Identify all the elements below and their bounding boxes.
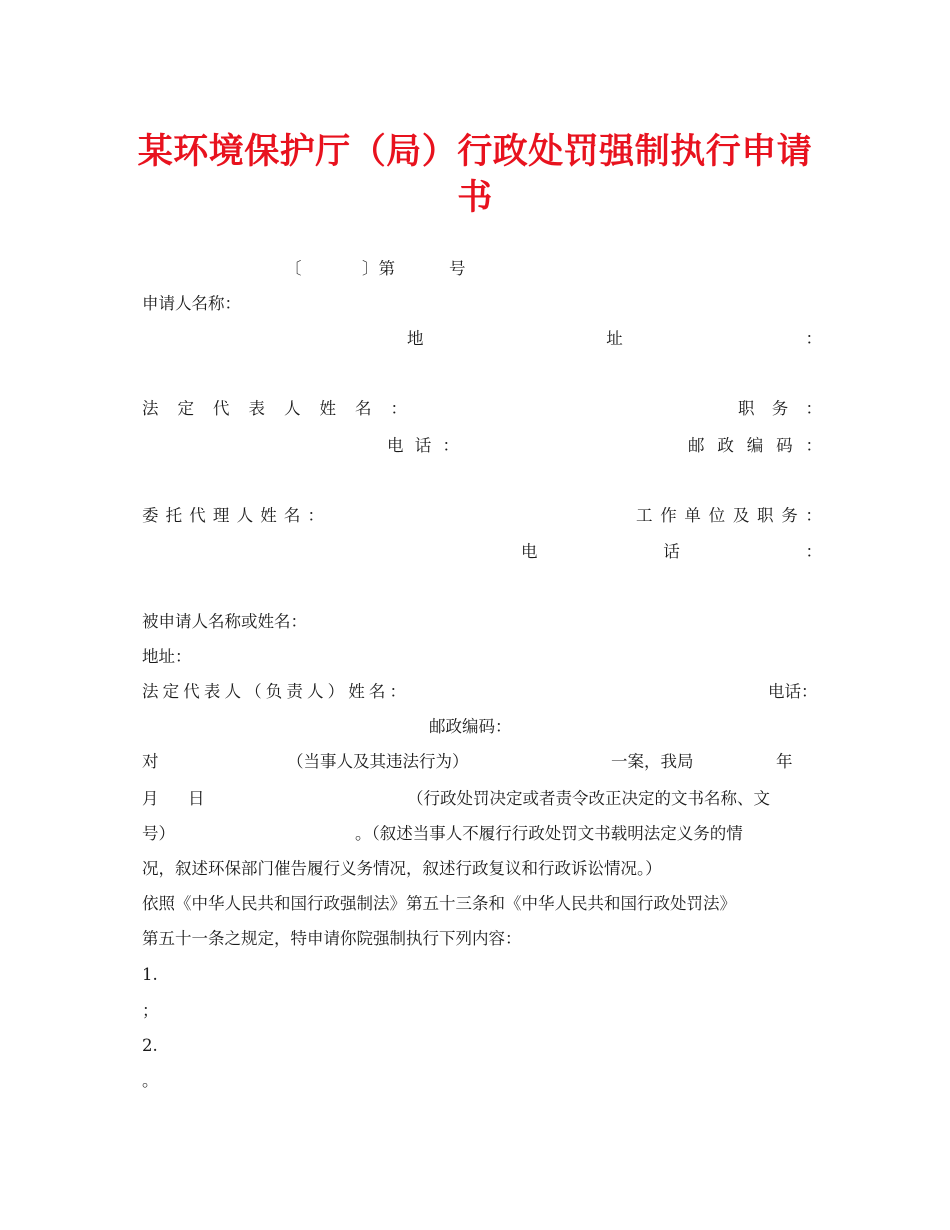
doc-number-open: 〔 bbox=[285, 259, 302, 278]
label-char: 名 bbox=[368, 682, 386, 701]
label-char: 理 bbox=[212, 506, 230, 525]
label-char: 单 bbox=[684, 506, 701, 525]
label-char: 代 bbox=[213, 399, 230, 418]
label-char: 负 bbox=[265, 682, 283, 701]
body-text: 第五十一条之规定，特申请你院强制执行下列内容： bbox=[142, 929, 522, 948]
label-char: ： bbox=[805, 436, 822, 455]
label-char: 职 bbox=[738, 399, 755, 418]
address-char: ： bbox=[805, 329, 822, 348]
body-text: 号） bbox=[142, 824, 175, 843]
label-char: ： bbox=[805, 506, 822, 525]
label-char: 托 bbox=[165, 506, 183, 525]
body-text: 对 bbox=[142, 752, 159, 771]
respondent-legal-rep-label bbox=[142, 681, 406, 703]
label-char: 表 bbox=[203, 682, 221, 701]
label-char: 政 bbox=[717, 436, 734, 455]
list-item-number: 2. bbox=[142, 1036, 158, 1055]
list-item-end: 。 bbox=[142, 1071, 159, 1090]
label-char: 人 bbox=[236, 506, 254, 525]
applicant-name-label: 申请人名称： bbox=[142, 294, 241, 313]
body-text: 日 bbox=[188, 789, 205, 808]
work-unit-label bbox=[636, 505, 822, 527]
applicant-address-row bbox=[407, 328, 822, 350]
body-text: （行政处罚决定或者责令改正决定的文书名称、文 bbox=[407, 789, 770, 808]
label-char: ： bbox=[442, 436, 459, 455]
list-item-end: ； bbox=[142, 1001, 159, 1020]
label-char: 责 bbox=[286, 682, 303, 701]
label-char: 位 bbox=[708, 506, 726, 525]
label-char: 务 bbox=[781, 506, 798, 525]
body-text: 月 bbox=[142, 789, 159, 808]
label-char: ： bbox=[389, 682, 406, 701]
label-char: ： bbox=[307, 506, 324, 525]
label-char: 职 bbox=[757, 506, 774, 525]
label-char: ： bbox=[390, 399, 407, 418]
label-char: 代 bbox=[183, 682, 200, 701]
label-char: 编 bbox=[746, 436, 764, 455]
label-char: ） bbox=[327, 682, 345, 701]
address-char: 地 bbox=[407, 329, 424, 348]
body-text: 年 bbox=[776, 752, 793, 771]
label-char: 名 bbox=[355, 399, 372, 418]
document-title-line1: 某环境保护厅（局）行政处罚强制执行申请 bbox=[137, 132, 813, 172]
label-char: 务 bbox=[771, 399, 789, 418]
document-title-line2: 书 bbox=[457, 178, 493, 218]
label-char: 姓 bbox=[348, 682, 365, 701]
doc-number-suffix: 号 bbox=[449, 259, 466, 278]
label-char: （ bbox=[245, 682, 262, 701]
body-text: 况，叙述环保部门催告履行义务情况，叙述行政复议和行政诉讼情况。） bbox=[142, 859, 662, 878]
list-item-number: 1. bbox=[142, 965, 158, 984]
label-char: 人 bbox=[307, 682, 324, 701]
label-char: 及 bbox=[732, 506, 750, 525]
label-char: 姓 bbox=[260, 506, 277, 525]
respondent-postcode-label: 邮政编码： bbox=[429, 717, 512, 736]
label-char: 作 bbox=[660, 506, 677, 525]
label-char: 工 bbox=[636, 506, 653, 525]
body-text: 。（叙述当事人不履行行政处罚文书载明法定义务的情 bbox=[355, 824, 743, 843]
label-char: 话 bbox=[414, 436, 432, 455]
label-char: 话 bbox=[663, 542, 680, 561]
label-char: 表 bbox=[248, 399, 265, 418]
respondent-name-label: 被申请人名称或姓名： bbox=[142, 612, 307, 631]
doc-number-close: 〕第 bbox=[362, 259, 395, 278]
label-char: ： bbox=[805, 399, 822, 418]
agent-name-label bbox=[142, 505, 324, 527]
applicant-phone-label bbox=[387, 435, 459, 457]
legal-rep-label bbox=[142, 398, 407, 420]
respondent-phone-label: 电话： bbox=[768, 682, 818, 701]
label-char: 名 bbox=[283, 506, 301, 525]
label-char: 代 bbox=[189, 506, 206, 525]
label-char: 电 bbox=[387, 436, 404, 455]
address-char: 址 bbox=[606, 329, 623, 348]
body-text: （当事人及其违法行为） bbox=[287, 752, 469, 771]
label-char: 法 bbox=[142, 682, 159, 701]
body-text: 依照《中华人民共和国行政强制法》第五十三条和《中华人民共和国行政处罚法》 bbox=[142, 894, 736, 913]
label-char: 定 bbox=[162, 682, 180, 701]
respondent-address-label: 地址： bbox=[142, 647, 192, 666]
applicant-postcode-label bbox=[688, 435, 822, 457]
label-char: ： bbox=[805, 542, 822, 561]
label-char: 码 bbox=[776, 436, 793, 455]
label-char: 电 bbox=[521, 542, 538, 561]
label-char: 邮 bbox=[688, 436, 705, 455]
label-char: 人 bbox=[284, 399, 301, 418]
label-char: 委 bbox=[142, 506, 159, 525]
agent-phone-label bbox=[521, 541, 822, 563]
label-char: 定 bbox=[177, 399, 194, 418]
label-char: 人 bbox=[224, 682, 241, 701]
body-text: 一案，我局 bbox=[611, 752, 694, 771]
label-char: 法 bbox=[142, 399, 159, 418]
position-label bbox=[738, 398, 822, 420]
label-char: 姓 bbox=[319, 399, 336, 418]
